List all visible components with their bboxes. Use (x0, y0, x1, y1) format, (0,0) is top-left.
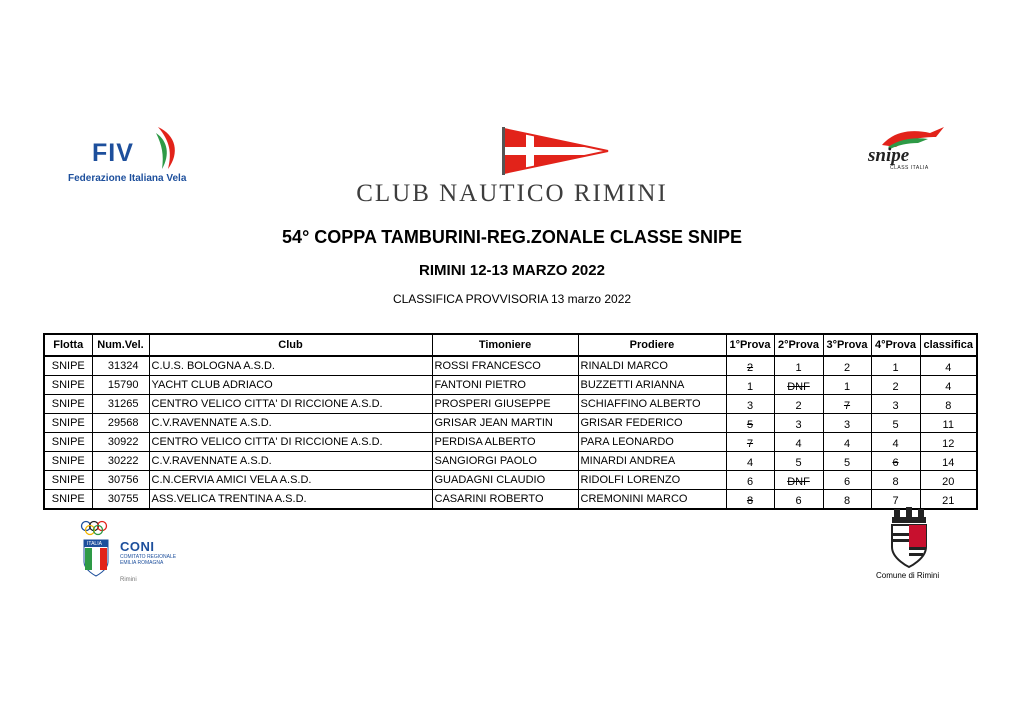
race-2-cell: 5 (774, 452, 823, 471)
snipe-logo (860, 125, 960, 170)
event-dates: RIMINI 12-13 MARZO 2022 (419, 262, 605, 279)
race-4-cell: 3 (871, 395, 920, 414)
sail-number-cell: 30922 (92, 433, 149, 452)
race-2-cell: DNF (774, 376, 823, 395)
results-table (43, 333, 978, 510)
race-3-cell: 4 (823, 433, 871, 452)
helmsman-cell: GUADAGNI CLAUDIO (432, 471, 578, 490)
total-points-cell: 11 (920, 414, 977, 433)
club-cell: C.V.RAVENNATE A.S.D. (149, 414, 432, 433)
race-1-cell: 5 (726, 414, 774, 433)
total-points-cell: 14 (920, 452, 977, 471)
snipe-logo-subtitle: CLASS ITALIA (890, 165, 929, 171)
table-row (44, 395, 977, 414)
race-3-cell: 8 (823, 490, 871, 510)
sail-number-cell: 30756 (92, 471, 149, 490)
club-cell: C.U.S. BOLOGNA A.S.D. (149, 356, 432, 376)
race-2-cell: 3 (774, 414, 823, 433)
city-coat-of-arms-icon (884, 505, 944, 569)
table-row (44, 452, 977, 471)
table-row (44, 433, 977, 452)
comune-logo-text: Comune di Rimini (876, 571, 940, 580)
sail-icon (146, 125, 186, 173)
crew-cell: MINARDI ANDREA (578, 452, 726, 471)
crew-cell: RINALDI MARCO (578, 356, 726, 376)
race-3-cell: 5 (823, 452, 871, 471)
column-header: Num.Vel. (92, 334, 149, 356)
club-cell: ASS.VELICA TRENTINA A.S.D. (149, 490, 432, 510)
crew-cell: CREMONINI MARCO (578, 490, 726, 510)
snipe-logo-text: snipe (868, 145, 910, 166)
race-1-cell: 1 (726, 376, 774, 395)
coni-logo-subtitle: COMITATO REGIONALE EMILIA ROMAGNA (120, 554, 177, 566)
race-2-cell: 2 (774, 395, 823, 414)
race-3-cell: 3 (823, 414, 871, 433)
race-1-cell: 8 (726, 490, 774, 510)
race-3-cell: 6 (823, 471, 871, 490)
race-1-cell: 2 (726, 356, 774, 376)
crew-cell: BUZZETTI ARIANNA (578, 376, 726, 395)
helmsman-cell: CASARINI ROBERTO (432, 490, 578, 510)
crew-cell: SCHIAFFINO ALBERTO (578, 395, 726, 414)
table-header-row (44, 334, 977, 356)
results-table-body (44, 356, 977, 509)
table-row (44, 356, 977, 376)
column-header: Flotta (44, 334, 92, 356)
coni-italia-label: ITALIA (87, 541, 102, 547)
coni-logo-city: Rimini (120, 577, 137, 583)
table-row (44, 471, 977, 490)
club-cell: C.V.RAVENNATE A.S.D. (149, 452, 432, 471)
race-4-cell: 7 (871, 490, 920, 510)
sail-number-cell: 30222 (92, 452, 149, 471)
helmsman-cell: FANTONI PIETRO (432, 376, 578, 395)
fleet-cell: SNIPE (44, 433, 92, 452)
total-points-cell: 8 (920, 395, 977, 414)
fleet-cell: SNIPE (44, 452, 92, 471)
fleet-cell: SNIPE (44, 414, 92, 433)
column-header: Timoniere (432, 334, 578, 356)
crew-cell: GRISAR FEDERICO (578, 414, 726, 433)
fleet-cell: SNIPE (44, 395, 92, 414)
burgee-icon (500, 127, 610, 175)
helmsman-cell: PERDISA ALBERTO (432, 433, 578, 452)
fiv-logo-subtitle: Federazione Italiana Vela (68, 173, 187, 184)
column-header: 3°Prova (823, 334, 871, 356)
race-4-cell: 5 (871, 414, 920, 433)
column-header: Club (149, 334, 432, 356)
fiv-logo (66, 125, 196, 187)
sail-number-cell: 15790 (92, 376, 149, 395)
comune-logo (870, 505, 950, 583)
race-1-cell: 7 (726, 433, 774, 452)
race-3-cell: 7 (823, 395, 871, 414)
race-2-cell: 1 (774, 356, 823, 376)
club-cell: YACHT CLUB ADRIACO (149, 376, 432, 395)
table-row (44, 490, 977, 510)
race-4-cell: 2 (871, 376, 920, 395)
race-4-cell: 1 (871, 356, 920, 376)
sail-number-cell: 30755 (92, 490, 149, 510)
fleet-cell: SNIPE (44, 376, 92, 395)
helmsman-cell: PROSPERI GIUSEPPE (432, 395, 578, 414)
race-3-cell: 2 (823, 356, 871, 376)
helmsman-cell: SANGIORGI PAOLO (432, 452, 578, 471)
total-points-cell: 21 (920, 490, 977, 510)
race-1-cell: 4 (726, 452, 774, 471)
sail-number-cell: 29568 (92, 414, 149, 433)
olympic-rings-shield-icon (80, 520, 116, 578)
crew-cell: PARA LEONARDO (578, 433, 726, 452)
column-header: Prodiere (578, 334, 726, 356)
crew-cell: RIDOLFI LORENZO (578, 471, 726, 490)
club-flag-logo (500, 127, 610, 175)
helmsman-cell: ROSSI FRANCESCO (432, 356, 578, 376)
total-points-cell: 4 (920, 356, 977, 376)
column-header: 1°Prova (726, 334, 774, 356)
column-header: classifica (920, 334, 977, 356)
coni-logo (80, 520, 190, 590)
column-header: 2°Prova (774, 334, 823, 356)
fleet-cell: SNIPE (44, 490, 92, 510)
total-points-cell: 12 (920, 433, 977, 452)
fleet-cell: SNIPE (44, 356, 92, 376)
race-4-cell: 6 (871, 452, 920, 471)
page-title: 54° COPPA TAMBURINI-REG.ZONALE CLASSE SNIPE (282, 227, 742, 247)
helmsman-cell: GRISAR JEAN MARTIN (432, 414, 578, 433)
total-points-cell: 20 (920, 471, 977, 490)
table-row (44, 376, 977, 395)
race-3-cell: 1 (823, 376, 871, 395)
race-4-cell: 8 (871, 471, 920, 490)
fleet-cell: SNIPE (44, 471, 92, 490)
race-2-cell: 6 (774, 490, 823, 510)
race-1-cell: 6 (726, 471, 774, 490)
club-cell: CENTRO VELICO CITTA' DI RICCIONE A.S.D. (149, 433, 432, 452)
sail-number-cell: 31324 (92, 356, 149, 376)
race-2-cell: 4 (774, 433, 823, 452)
club-cell: CENTRO VELICO CITTA' DI RICCIONE A.S.D. (149, 395, 432, 414)
table-row (44, 414, 977, 433)
race-4-cell: 4 (871, 433, 920, 452)
club-name: CLUB NAUTICO RIMINI (356, 180, 668, 207)
fiv-logo-text: FIV (92, 139, 134, 167)
column-header: 4°Prova (871, 334, 920, 356)
race-2-cell: DNF (774, 471, 823, 490)
ranking-status: CLASSIFICA PROVVISORIA 13 marzo 2022 (392, 292, 632, 306)
sail-number-cell: 31265 (92, 395, 149, 414)
race-1-cell: 3 (726, 395, 774, 414)
coni-logo-text: CONI (120, 539, 155, 554)
club-cell: C.N.CERVIA AMICI VELA A.S.D. (149, 471, 432, 490)
total-points-cell: 4 (920, 376, 977, 395)
